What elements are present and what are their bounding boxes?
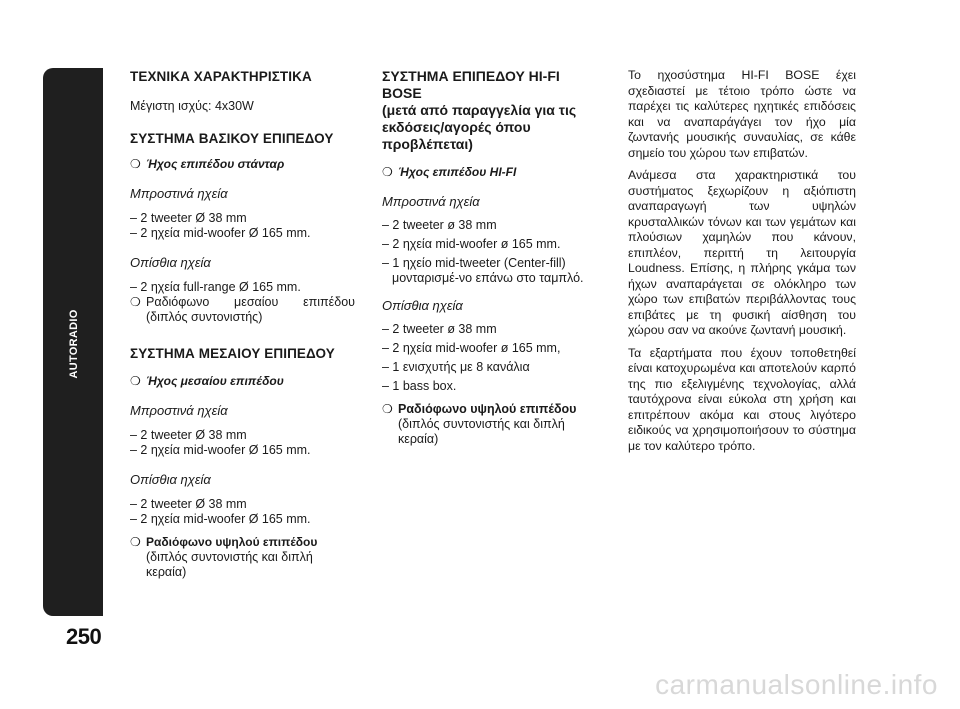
bose-sound-label: Ήχος επιπέδου HI-FI	[398, 165, 517, 179]
bose-rear-1: – 2 tweeter ø 38 mm	[382, 322, 497, 336]
column-description	[628, 68, 856, 461]
basic-front-2: – 2 ηχεία mid-woofer Ø 165 mm.	[130, 226, 311, 240]
bose-rear-heading: Οπίσθια ηχεία	[382, 298, 463, 313]
bose-rear-3: – 1 ενισχυτής με 8 κανάλια	[382, 360, 530, 374]
basic-system-heading: ΣΥΣΤΗΜΑ ΒΑΣΙΚΟΥ ΕΠΙΠΕΔΟΥ	[130, 131, 334, 146]
bose-front-2: – 2 ηχεία mid-woofer ø 165 mm.	[382, 237, 561, 251]
mid-rear-2: – 2 ηχεία mid-woofer Ø 165 mm.	[130, 512, 311, 526]
basic-sound-item	[130, 157, 355, 172]
mid-rear-1: – 2 tweeter Ø 38 mm	[130, 497, 247, 511]
basic-front-1: – 2 tweeter Ø 38 mm	[130, 211, 247, 225]
bose-rear-4: – 1 bass box.	[382, 379, 457, 393]
max-power: Μέγιστη ισχύς: 4x30W	[130, 99, 254, 113]
bose-description-2: Ανάμεσα στα χαρακτηριστικά του συστήματος ξεχωρίζουν η αξιόπιστη αναπαραγωγή των υψηλών κρυσταλλικών τόνων και των γεμάτων και πλούσιων χαμηλών που κάνουν, επιπλέον, περιττή τη λειτουργία Loudness. Επίσης, η πλήρης γκάμα των ήχων αναπαράγεται σε ολόκληρο των χώρο των επιβατών περιβάλλοντας τους επιβάτες με τη φυσική αίσθηση του χώρου σαν να ακούνε ζωντανή μουσική.	[628, 168, 856, 337]
page-number: 250	[66, 624, 102, 649]
basic-front-heading: Μπροστινά ηχεία	[130, 186, 228, 201]
bose-front-1: – 2 tweeter ø 38 mm	[382, 218, 497, 232]
bullet-icon: ❍	[130, 295, 141, 309]
mid-front-heading: Μπροστινά ηχεία	[130, 403, 228, 418]
bullet-icon: ❍	[382, 165, 393, 179]
basic-sound-label: Ήχος επιπέδου στάνταρ	[146, 157, 285, 171]
bose-description-1: Το ηχοσύστημα HI-FI BOSE έχει σχεδιαστεί με τέτοιο τρόπο ώστε να παρέχει τις καλύτερες ηχητικές επιδόσεις και να αναπαράγάγει τον ήχο μία ζωντανής μουσικής συναυλίας, σε κάθε σημείο του χώρου των επιβατών.	[628, 68, 856, 160]
bose-sound-item	[382, 165, 602, 180]
mid-sound-item	[130, 374, 355, 389]
bose-radio-rest: (διπλός συντονιστής και διπλή κεραία)	[398, 417, 565, 446]
mid-radio-item	[130, 535, 355, 580]
basic-radio-text: Ραδιόφωνο μεσαίου επιπέδου (διπλός συντονιστής)	[146, 295, 355, 324]
section-title: ΤΕΧΝΙΚΑ ΧΑΡΑΚΤΗΡΙΣΤΙΚΑ	[130, 69, 312, 84]
mid-front-1: – 2 tweeter Ø 38 mm	[130, 428, 247, 442]
basic-radio-item	[130, 295, 355, 325]
bose-heading: ΣΥΣΤΗΜΑ ΕΠΙΠΕΔΟΥ HI-FI BOSE	[382, 68, 560, 101]
bullet-icon: ❍	[130, 157, 141, 171]
chapter-label: AUTORADIO	[68, 309, 80, 379]
mid-front-2: – 2 ηχεία mid-woofer Ø 165 mm.	[130, 443, 311, 457]
bullet-icon: ❍	[130, 374, 141, 388]
bose-front-heading: Μπροστινά ηχεία	[382, 194, 480, 209]
bose-radio-bold: Ραδιόφωνο υψηλού επιπέδου	[398, 402, 577, 416]
mid-rear-heading: Οπίσθια ηχεία	[130, 472, 211, 487]
bose-front-3: – 1 ηχείο mid-tweeter (Center-fill) μονταρισμέ-νο επάνω στο ταμπλό.	[382, 256, 584, 285]
basic-rear-heading: Οπίσθια ηχεία	[130, 255, 211, 270]
bullet-icon: ❍	[130, 535, 141, 549]
bose-radio-item	[382, 402, 602, 447]
column-bose	[382, 68, 602, 447]
column-technical	[130, 68, 355, 580]
bose-rear-2: – 2 ηχεία mid-woofer ø 165 mm,	[382, 341, 561, 355]
mid-system-heading: ΣΥΣΤΗΜΑ ΜΕΣΑΙΟΥ ΕΠΙΠΕΔΟΥ	[130, 346, 335, 361]
basic-rear-1: – 2 ηχεία full-range Ø 165 mm.	[130, 280, 301, 294]
mid-radio-rest: (διπλός συντονιστής και διπλή κεραία)	[146, 550, 313, 579]
bose-heading-note: (μετά από παραγγελία για τις εκδόσεις/αγορές όπου προβλέπεται)	[382, 102, 577, 152]
mid-radio-bold: Ραδιόφωνο υψηλού επιπέδου	[146, 535, 318, 549]
bose-description-3: Τα εξαρτήματα που έχουν τοποθετηθεί είναι κατοχυρωμένα και αποτελούν καρπό της πιο εξελιγμένης τεχνολογίας, αλλά ταυτόχρονα είναι εύκολα στη χρήση και επιτρέπουν ακόμα και στους λιγότερο ειδικούς να χρησιμοποιήσουν το σύστημα με τον καλύτερο τρόπο.	[628, 345, 856, 453]
mid-sound-label: Ήχος μεσαίου επιπέδου	[146, 374, 284, 388]
watermark: carmanualsonline.info	[655, 669, 938, 700]
bullet-icon: ❍	[382, 402, 393, 416]
